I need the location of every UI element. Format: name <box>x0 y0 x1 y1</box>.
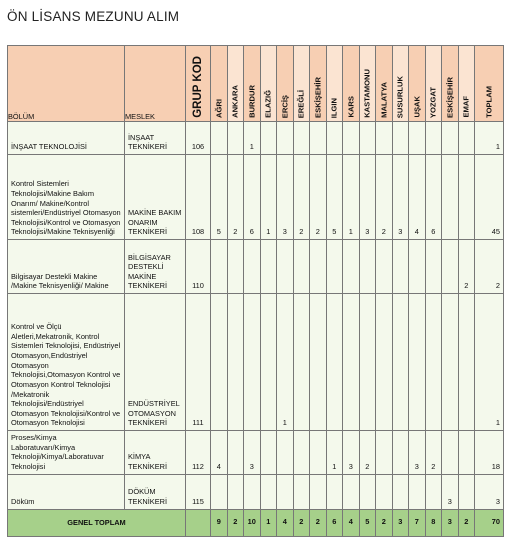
cell-city-value <box>326 122 343 155</box>
header-city: EREĞLİ <box>293 46 310 122</box>
cell-toplam: 45 <box>475 155 504 240</box>
cell-city-value <box>425 240 442 294</box>
cell-city-value: 2 <box>359 431 376 475</box>
cell-city-value <box>227 122 244 155</box>
cell-city-value: 3 <box>442 474 459 509</box>
cell-city-value: 5 <box>326 155 343 240</box>
header-toplam: TOPLAM <box>475 46 504 122</box>
cell-city-value <box>277 474 294 509</box>
header-bolum: BÖLÜM <box>8 46 125 122</box>
cell-city-value <box>409 294 426 431</box>
total-city-value: 2 <box>227 509 244 536</box>
cell-city-value: 1 <box>343 155 360 240</box>
cell-city-value <box>260 431 277 475</box>
header-city: ELAZIĞ <box>260 46 277 122</box>
total-city-value: 2 <box>310 509 327 536</box>
total-city-value: 10 <box>244 509 261 536</box>
cell-city-value <box>310 294 327 431</box>
cell-city-value: 3 <box>277 155 294 240</box>
cell-meslek: DÖKÜM TEKNİKERİ <box>125 474 186 509</box>
table-row <box>8 122 504 155</box>
cell-city-value <box>244 294 261 431</box>
header-city: SUSURLUK <box>392 46 409 122</box>
header-city: ERCİŞ <box>277 46 294 122</box>
cell-city-value <box>425 474 442 509</box>
cell-city-value: 2 <box>376 155 393 240</box>
table-row <box>8 474 504 509</box>
cell-city-value <box>293 294 310 431</box>
cell-city-value <box>227 431 244 475</box>
total-row <box>8 509 504 536</box>
cell-meslek: ENDÜSTRİYEL OTOMASYON TEKNİKERİ <box>125 294 186 431</box>
cell-city-value: 2 <box>425 431 442 475</box>
cell-city-value: 2 <box>227 155 244 240</box>
cell-grup-kod: 112 <box>186 431 211 475</box>
cell-city-value <box>326 240 343 294</box>
cell-city-value <box>343 122 360 155</box>
header-city: YOZGAT <box>425 46 442 122</box>
cell-city-value <box>458 431 475 475</box>
cell-city-value <box>376 240 393 294</box>
cell-city-value: 5 <box>211 155 228 240</box>
cell-city-value <box>293 122 310 155</box>
total-city-value: 4 <box>343 509 360 536</box>
header-city: AĞRI <box>211 46 228 122</box>
cell-grup-kod: 108 <box>186 155 211 240</box>
cell-city-value: 3 <box>359 155 376 240</box>
total-city-value: 1 <box>260 509 277 536</box>
header-city: UŞAK <box>409 46 426 122</box>
cell-city-value <box>409 474 426 509</box>
cell-city-value <box>277 431 294 475</box>
cell-toplam: 1 <box>475 294 504 431</box>
cell-city-value: 2 <box>293 155 310 240</box>
table-row <box>8 240 504 294</box>
cell-city-value <box>326 474 343 509</box>
cell-city-value <box>227 474 244 509</box>
header-city: ESKİŞEHİR <box>310 46 327 122</box>
cell-city-value <box>376 431 393 475</box>
cell-city-value <box>310 431 327 475</box>
cell-city-value <box>343 240 360 294</box>
cell-grup-kod: 110 <box>186 240 211 294</box>
cell-city-value <box>359 240 376 294</box>
cell-city-value <box>442 155 459 240</box>
cell-city-value <box>293 474 310 509</box>
cell-city-value <box>310 122 327 155</box>
cell-city-value <box>260 294 277 431</box>
cell-grup-kod: 115 <box>186 474 211 509</box>
header-city: ESKİŞEHİR <box>442 46 459 122</box>
cell-grup-kod: 106 <box>186 122 211 155</box>
total-city-value: 7 <box>409 509 426 536</box>
total-city-value: 4 <box>277 509 294 536</box>
cell-city-value: 1 <box>260 155 277 240</box>
cell-bolum: Bilgisayar Destekli Makine /Makine Teknisyenliği/ Makine <box>8 240 125 294</box>
cell-toplam: 18 <box>475 431 504 475</box>
total-city-value: 2 <box>458 509 475 536</box>
header-row <box>8 46 504 122</box>
cell-city-value <box>343 474 360 509</box>
total-toplam: 70 <box>475 509 504 536</box>
cell-city-value <box>326 294 343 431</box>
header-city: KASTAMONU <box>359 46 376 122</box>
cell-city-value <box>392 240 409 294</box>
cell-city-value <box>458 294 475 431</box>
cell-city-value <box>227 294 244 431</box>
cell-city-value <box>277 122 294 155</box>
cell-city-value <box>442 240 459 294</box>
cell-city-value: 1 <box>277 294 294 431</box>
cell-city-value <box>211 240 228 294</box>
cell-toplam: 2 <box>475 240 504 294</box>
cell-bolum: İNŞAAT TEKNOLOJİSİ <box>8 122 125 155</box>
total-city-value: 2 <box>376 509 393 536</box>
cell-city-value <box>392 431 409 475</box>
cell-city-value: 3 <box>409 431 426 475</box>
cell-city-value: 1 <box>244 122 261 155</box>
table-row <box>8 431 504 475</box>
cell-meslek: MAKİNE BAKIM ONARIM TEKNİKERİ <box>125 155 186 240</box>
cell-city-value: 2 <box>458 240 475 294</box>
cell-city-value <box>425 294 442 431</box>
table-row <box>8 155 504 240</box>
header-city: KARS <box>343 46 360 122</box>
cell-bolum: Proses/Kimya Laboratuvarı/Kimya Teknoloji/Kimya/Laboratuvar Teknolojisi <box>8 431 125 475</box>
cell-city-value <box>211 294 228 431</box>
cell-city-value <box>310 240 327 294</box>
cell-city-value <box>293 240 310 294</box>
page-title: ÖN LİSANS MEZUNU ALIM <box>7 9 180 24</box>
cell-meslek: İNŞAAT TEKNİKERİ <box>125 122 186 155</box>
header-city: ILGIN <box>326 46 343 122</box>
cell-city-value <box>343 294 360 431</box>
cell-toplam: 1 <box>475 122 504 155</box>
cell-city-value <box>442 294 459 431</box>
cell-city-value <box>425 122 442 155</box>
total-city-value: 3 <box>392 509 409 536</box>
cell-city-value <box>376 474 393 509</box>
total-city-value: 3 <box>442 509 459 536</box>
cell-city-value: 4 <box>211 431 228 475</box>
cell-city-value: 6 <box>244 155 261 240</box>
cell-city-value <box>442 431 459 475</box>
cell-city-value <box>211 474 228 509</box>
cell-city-value: 4 <box>409 155 426 240</box>
cell-city-value <box>293 431 310 475</box>
cell-city-value: 2 <box>310 155 327 240</box>
cell-city-value <box>409 240 426 294</box>
cell-city-value <box>359 474 376 509</box>
cell-city-value <box>310 474 327 509</box>
cell-city-value <box>244 240 261 294</box>
cell-city-value <box>458 474 475 509</box>
cell-city-value: 3 <box>244 431 261 475</box>
cell-city-value <box>359 294 376 431</box>
cell-city-value <box>409 122 426 155</box>
cell-bolum: Kontrol Sistemleri Teknolojisi/Makine Bakım Onarım/ Makine/Kontrol sistemleri/Endüstriyel Otomasyon Teknolojisi/Kontrol ve Otomasyon Teknolojisi/Makine Teknisyenliği <box>8 155 125 240</box>
table-row <box>8 294 504 431</box>
cell-city-value <box>458 155 475 240</box>
cell-grup-kod: 111 <box>186 294 211 431</box>
cell-city-value <box>260 122 277 155</box>
total-city-value: 2 <box>293 509 310 536</box>
header-city: EMAF <box>458 46 475 122</box>
cell-city-value <box>392 122 409 155</box>
cell-city-value <box>376 122 393 155</box>
header-city: MALATYA <box>376 46 393 122</box>
cell-city-value <box>244 474 261 509</box>
cell-city-value: 3 <box>343 431 360 475</box>
cell-meslek: KİMYA TEKNİKERİ <box>125 431 186 475</box>
header-grup-kod: GRUP KOD <box>186 46 211 122</box>
total-city-value: 6 <box>326 509 343 536</box>
total-label: GENEL TOPLAM <box>8 509 186 536</box>
cell-toplam: 3 <box>475 474 504 509</box>
cell-bolum: Kontrol ve Ölçü Aletleri,Mekatronik, Kontrol Sistemleri Teknolojisi, Endüstriyel Otomasyon,Endüstriyel Otomasyon Teknolojisi,Otomasyon Kontrol ve Otomasyon Kontrol Teknolojisi /Mekatronik Teknolojisi/Endüstriyel Otomasyon Teknolojisi/Kontrol ve Otomasyon Teknolojisi <box>8 294 125 431</box>
cell-city-value <box>392 474 409 509</box>
cell-bolum: Döküm <box>8 474 125 509</box>
total-grup-kod <box>186 509 211 536</box>
cell-city-value <box>227 240 244 294</box>
recruitment-table <box>7 45 504 537</box>
cell-city-value <box>359 122 376 155</box>
cell-city-value <box>458 122 475 155</box>
total-city-value: 8 <box>425 509 442 536</box>
cell-city-value: 1 <box>326 431 343 475</box>
cell-city-value <box>260 240 277 294</box>
cell-city-value: 6 <box>425 155 442 240</box>
cell-city-value <box>260 474 277 509</box>
cell-city-value <box>392 294 409 431</box>
cell-city-value: 3 <box>392 155 409 240</box>
header-meslek: MESLEK <box>125 46 186 122</box>
header-city: BURDUR <box>244 46 261 122</box>
cell-city-value <box>376 294 393 431</box>
header-city: ANKARA <box>227 46 244 122</box>
cell-city-value <box>277 240 294 294</box>
total-city-value: 5 <box>359 509 376 536</box>
cell-city-value <box>442 122 459 155</box>
total-city-value: 9 <box>211 509 228 536</box>
cell-meslek: BİLGİSAYAR DESTEKLİ MAKİNE TEKNİKERİ <box>125 240 186 294</box>
cell-city-value <box>211 122 228 155</box>
